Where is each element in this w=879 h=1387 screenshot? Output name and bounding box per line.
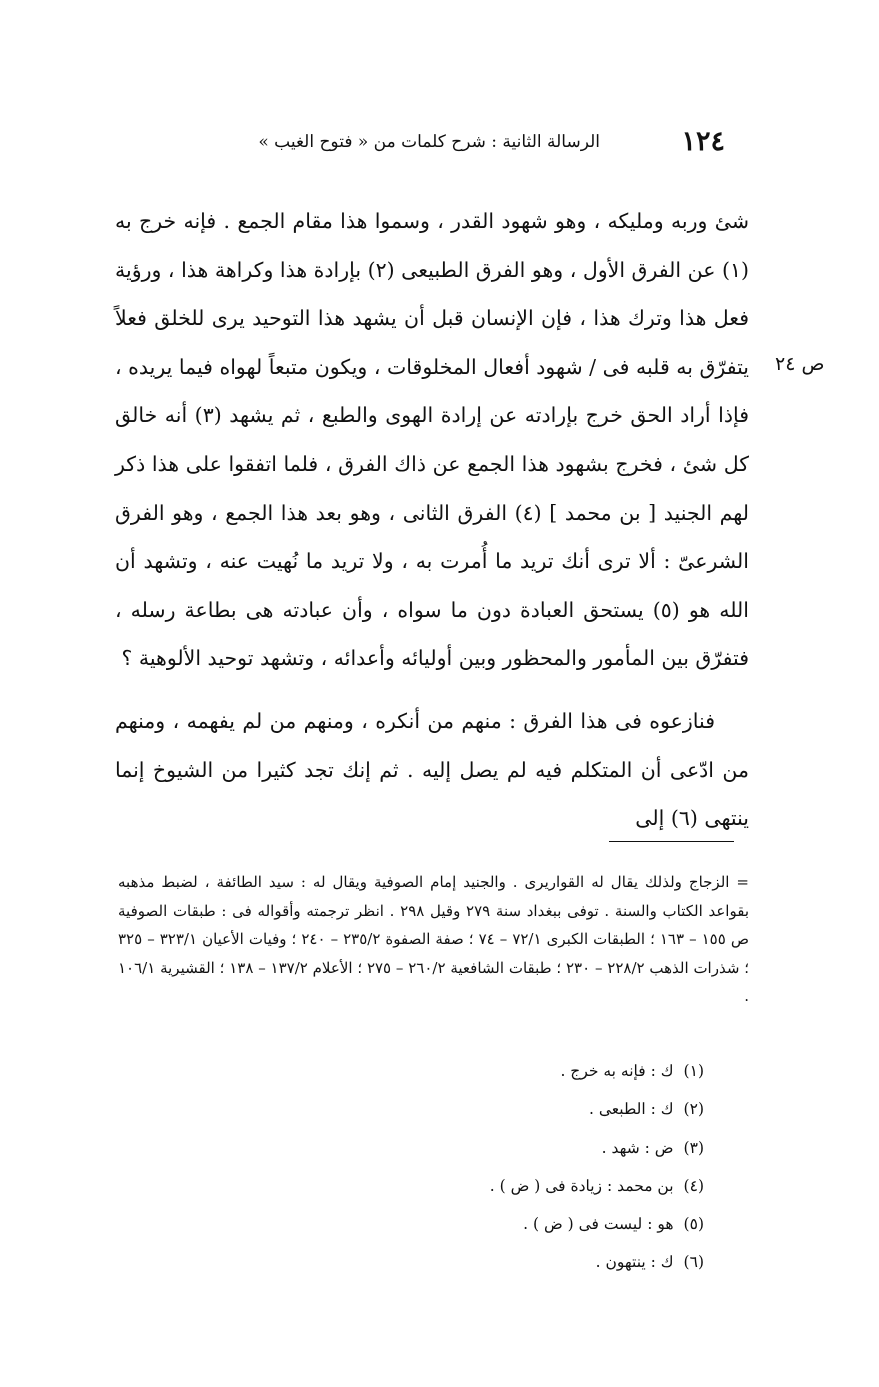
footnote	[490, 1167, 704, 1205]
footnote	[490, 1129, 704, 1167]
footnote	[490, 1243, 704, 1281]
footnote-number: (٦)	[683, 1253, 704, 1272]
page-number: ١٢٤	[681, 126, 725, 157]
footnote-number: (٤)	[683, 1176, 704, 1195]
main-text	[115, 197, 749, 843]
footnote-number: (٢)	[683, 1100, 704, 1119]
footnote-text: هو : ليست فى ( ض ) .	[523, 1215, 674, 1234]
paragraph: فنازعوه فى هذا الفرق : منهم من أنكره ، ومنهم من لم يفهمه ، ومنهم من ادّعى أن المتكلم فيه لم يصل إليه . ثم إنك تجد كثيرا من الشيوخ إنما ينتهى (٦) إلى	[115, 708, 749, 831]
footnote-list	[490, 1052, 704, 1282]
footnote-text: ك : فإنه به خرج .	[560, 1062, 674, 1080]
footnote-text: ك : ينتهون .	[595, 1253, 674, 1272]
footnote-text: ض : شهد .	[601, 1138, 674, 1157]
footnote-text: ك : الطبعى .	[589, 1100, 674, 1119]
running-title: الرسالة الثانية : شرح كلمات من « فتوح الغيب »	[258, 132, 600, 152]
footnote-number: (٥)	[683, 1215, 704, 1234]
paragraph: شئ وربه ومليكه ، وهو شهود القدر ، وسموا هذا مقام الجمع . فإنه خرج به (١) عن الفرق الأول ، وهو الفرق الطبيعى (٢) بإرادة هذا وكراهة هذا ، ورؤية فعل هذا وترك هذا ، فإن الإنسان قبل أن يشهد هذا التوحيد يرى للخلق فعلاً يتفرّق به قلبه فى / شهود أفعال المخلوقات ، ويكون متبعاً لهواه فيما يريده ، فإذا أراد الحق خرج بإرادته عن إرادة الهوى والطبع ، ثم يشهد (٣) أنه خالق كل شئ ، فخرج بشهود هذا الجمع عن ذاك الفرق ، فلما اتفقوا على هذا ذكر لهم الجنيد [ بن محمد ] (٤) الفرق الثانى ، وهو بعد هذا الجمع ، وهو الفرق الشرعىّ : ألا ترى أنك تريد ما أُمرت به ، ولا تريد ما نُهيت عنه ، وتشهد أن الله هو (٥) يستحق العبادة دون ما سواه ، وأن عبادته هى بطاعة رسله ، فتفرّق بين المأمور والمحظور وبين أوليائه وأعدائه ، وتشهد توحيد الألوهية ؟	[115, 209, 749, 671]
footnote-number: (١)	[683, 1062, 704, 1080]
footnote	[490, 1052, 704, 1090]
page-header	[255, 126, 725, 166]
footnote	[490, 1205, 704, 1243]
margin-page-reference: ص ٢٤	[775, 353, 825, 375]
footnote	[490, 1090, 704, 1128]
footnote-continuation: = الزجاج ولذلك يقال له القواريرى . والجنيد إمام الصوفية ويقال له : سيد الطائفة ، لضبط مذهبه بقواعد الكتاب والسنة . توفى ببغداد سنة ٢٧٩ وقيل ٢٩٨ . انظر ترجمته وأقواله فى : طبقات الصوفية ص ١٥٥ – ١٦٣ ؛ الطبقات الكبرى ٧٢/١ – ٧٤ ؛ صفة الصفوة ٢٣٥/٢ – ٢٤٠ ؛ وفيات الأعيان ٣٢٣/١ – ٣٢٥ ؛ شذرات الذهب ٢٢٨/٢ – ٢٣٠ ؛ طبقات الشافعية ٢٦٠/٢ – ٢٧٥ ؛ الأعلام ١٣٧/٢ – ١٣٨ ؛ القشيرية ١٠٦/١ .	[118, 873, 749, 1006]
footnote-text: بن محمد : زيادة فى ( ض ) .	[489, 1176, 674, 1195]
footnote-number: (٣)	[683, 1138, 704, 1157]
footnote-divider	[609, 841, 734, 842]
